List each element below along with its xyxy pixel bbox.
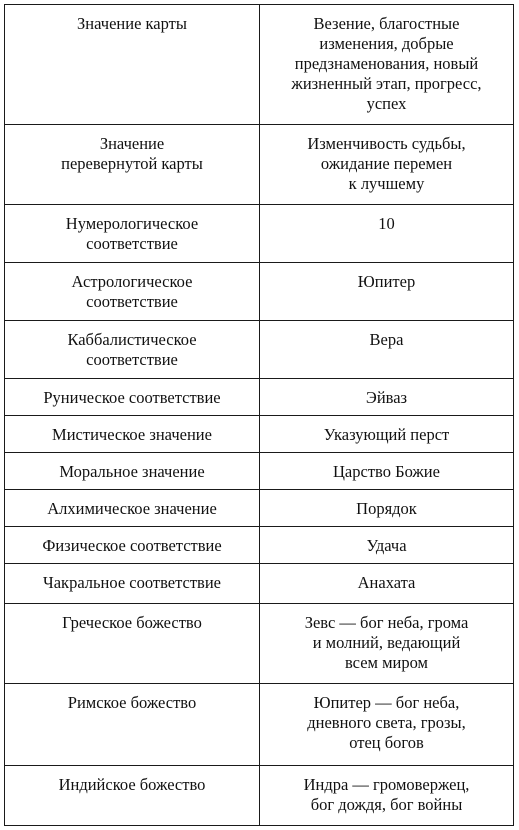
row-value: Изменчивость судьбы, ожидание перемен к лучшему — [260, 125, 514, 205]
row-value: Юпитер — [260, 263, 514, 321]
row-value: Везение, благостные изменения, добрые предзнаменования, новый жизненный этап, прогресс, успех — [260, 5, 514, 125]
row-label: Мистическое значение — [5, 416, 260, 453]
row-label: Руническое соответствие — [5, 379, 260, 416]
row-label: Греческое божество — [5, 604, 260, 684]
row-value: Порядок — [260, 490, 514, 527]
table-row — [5, 321, 514, 379]
row-label: Нумерологическое соответствие — [5, 205, 260, 263]
row-value: Царство Божие — [260, 453, 514, 490]
table-row — [5, 604, 514, 684]
table-row — [5, 766, 514, 826]
row-label: Алхимическое значение — [5, 490, 260, 527]
table-row — [5, 379, 514, 416]
row-label: Каббалистическое соответствие — [5, 321, 260, 379]
table-row — [5, 416, 514, 453]
row-value: Удача — [260, 527, 514, 564]
row-label: Значение перевернутой карты — [5, 125, 260, 205]
table-row — [5, 263, 514, 321]
row-value: Юпитер — бог неба, дневного света, грозы, отец богов — [260, 684, 514, 766]
table-row — [5, 684, 514, 766]
row-value: Вера — [260, 321, 514, 379]
row-value: Указующий перст — [260, 416, 514, 453]
table-row — [5, 490, 514, 527]
table-row — [5, 125, 514, 205]
table-row — [5, 205, 514, 263]
row-label: Римское божество — [5, 684, 260, 766]
row-label: Моральное значение — [5, 453, 260, 490]
row-value: Эйваз — [260, 379, 514, 416]
row-label: Значение карты — [5, 5, 260, 125]
row-value: Индра — громовержец, бог дождя, бог войны — [260, 766, 514, 826]
table-row — [5, 453, 514, 490]
row-value: Зевс — бог неба, грома и молний, ведающий всем миром — [260, 604, 514, 684]
row-label: Индийское божество — [5, 766, 260, 826]
table-row — [5, 564, 514, 604]
row-value: 10 — [260, 205, 514, 263]
correspondence-table — [4, 4, 514, 826]
row-label: Астрологическое соответствие — [5, 263, 260, 321]
row-label: Физическое соответствие — [5, 527, 260, 564]
table-row — [5, 527, 514, 564]
row-label: Чакральное соответствие — [5, 564, 260, 604]
row-value: Анахата — [260, 564, 514, 604]
table-row — [5, 5, 514, 125]
